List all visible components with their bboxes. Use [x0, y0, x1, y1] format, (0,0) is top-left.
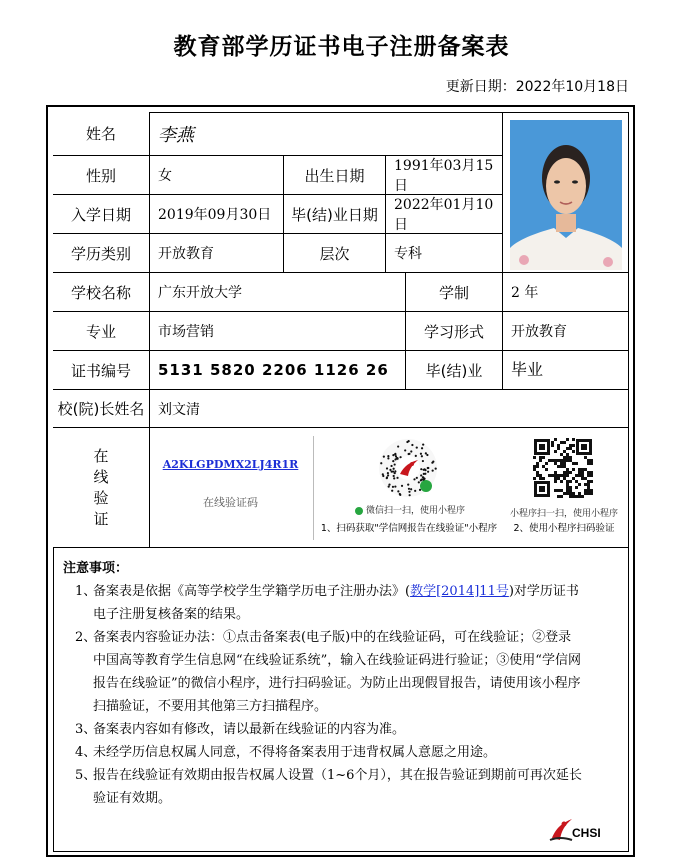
level-label: 层次 [284, 234, 386, 273]
gender-value: 女 [150, 156, 284, 195]
miniprogram-code-icon[interactable] [378, 438, 438, 498]
grad-label: 毕(结)业日期 [284, 195, 386, 234]
online-label-char: 验 [93, 488, 109, 507]
online-verify-label [53, 428, 150, 548]
duration-value: 2 年 [503, 273, 629, 312]
regulation-link[interactable]: 教学[2014]11号 [410, 584, 509, 599]
note-item: 4、 未经学历信息权属人同意，不得将备案表用于违背权属人意愿之用途。 [75, 745, 497, 760]
online-label-char: 在 [93, 446, 109, 465]
level-value: 专科 [386, 234, 503, 273]
online-label-char: 证 [93, 509, 109, 528]
birth-value: 1991年03月15日 [386, 156, 503, 195]
status-value: 毕业 [503, 351, 629, 390]
note-item: 2、 备案表内容验证办法：①点击备案表(电子版)中的在线验证码，可在线验证；②登录中国高等教育学生信息网“在线验证系统”，输入在线验证码进行验证；③使用“学信网报告在线验证”的微信小程序，进行扫码验证。为防止出现假冒报告，请使用该小程序扫描验证，不要用其他第三方扫描程序。 [75, 630, 581, 714]
enroll-value: 2019年09月30日 [150, 195, 284, 234]
update-date: 更新日期：2022年10月18日 [445, 79, 629, 95]
edu-type-label: 学历类别 [53, 234, 150, 273]
gender-label: 性别 [53, 156, 150, 195]
verify-step-2: 2、使用小程序扫码验证 [513, 523, 615, 534]
online-label-char: 线 [93, 467, 109, 486]
verify-code-link[interactable]: A2KLGPDMX2LJ4R1R [162, 458, 299, 471]
school-value: 广东开放大学 [150, 273, 406, 312]
status-label: 毕(结)业 [406, 351, 503, 390]
duration-label: 学制 [406, 273, 503, 312]
chsi-logo-text: CHSI [572, 826, 601, 840]
major-label: 专业 [53, 312, 150, 351]
verify-step-1: 1、扫码获取"学信网报告在线验证"小程序 [320, 523, 498, 534]
edu-type-value: 开放教育 [150, 234, 284, 273]
document-title: 教育部学历证书电子注册备案表 [173, 34, 510, 60]
note-item: 3、 备案表内容如有修改，请以最新在线验证的内容为准。 [75, 722, 406, 737]
cert-no-value: 5131 5820 2206 1126 26 [150, 351, 406, 390]
note-item: 5、 报告在线验证有效期由报告权属人设置（1~6个月），其在报告验证到期前可再次延长验证有效期。 [75, 768, 582, 806]
verify-code-caption: 在线验证码 [203, 496, 258, 509]
notes-heading: 注意事项： [63, 561, 129, 576]
study-form-label: 学习形式 [406, 312, 503, 351]
name-label: 姓名 [53, 112, 150, 156]
birth-label: 出生日期 [284, 156, 386, 195]
chsi-logo [548, 814, 612, 848]
note-item: 1、 备案表是依据《高等学校学生学籍学历电子注册办法》(教学[2014]11号)对学历证书电子注册复核备案的结果。 [75, 584, 579, 622]
school-label: 学校名称 [53, 273, 150, 312]
cert-no-label: 证书编号 [53, 351, 150, 390]
president-value: 刘文清 [150, 390, 629, 428]
study-form-value: 开放教育 [503, 312, 629, 351]
grad-value: 2022年01月10日 [386, 195, 503, 234]
name-value: 李燕 [150, 112, 503, 156]
student-photo [510, 120, 622, 270]
major-value: 市场营销 [150, 312, 406, 351]
enroll-label: 入学日期 [53, 195, 150, 234]
wechat-icon [355, 507, 363, 515]
verify-divider [313, 436, 314, 540]
notes-section [63, 557, 583, 810]
president-label: 校(院)长姓名 [53, 390, 150, 428]
wechat-scan-caption: 微信扫一扫，使用小程序 [340, 503, 480, 516]
qr-code-icon[interactable] [533, 438, 593, 498]
miniprogram-scan-caption: 小程序扫一扫，使用小程序 [509, 509, 618, 519]
